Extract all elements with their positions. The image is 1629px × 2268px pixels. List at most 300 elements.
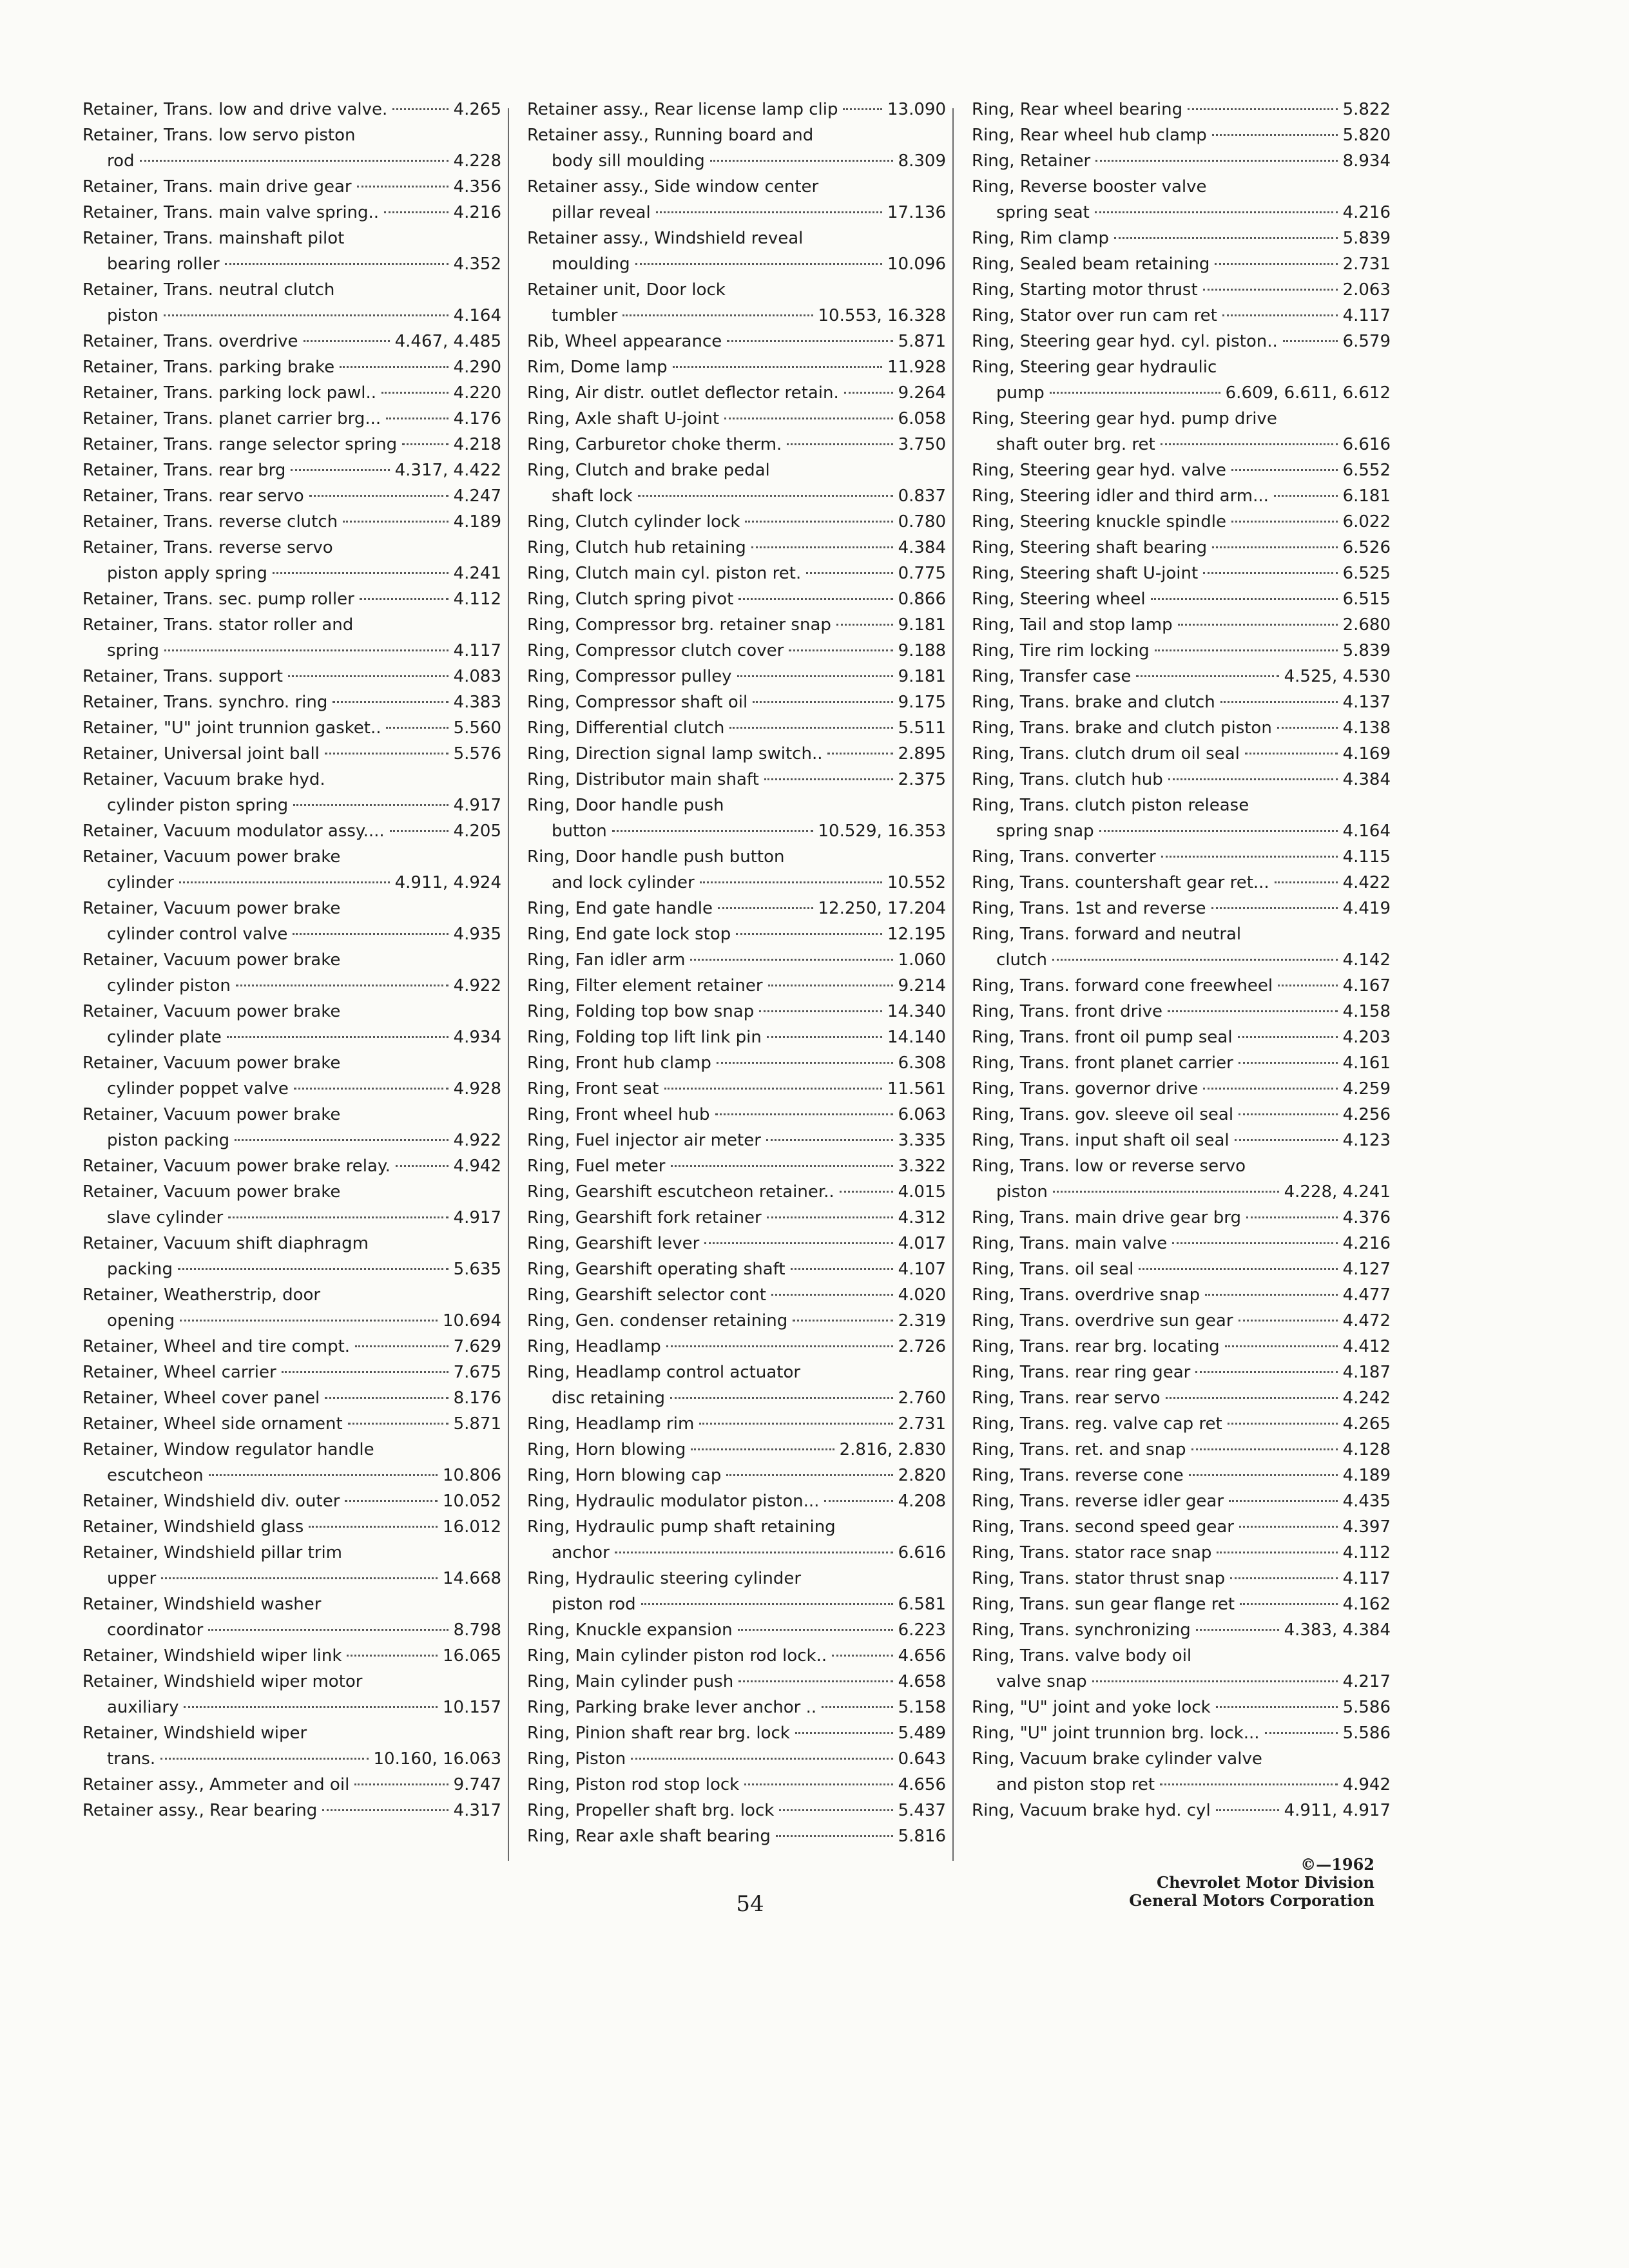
page-reference: 12.195 [887, 925, 946, 944]
entry-text: disc retaining [552, 1389, 665, 1408]
dot-leader [795, 1732, 893, 1734]
dot-leader [631, 1758, 892, 1760]
index-entry [82, 200, 501, 226]
dot-leader [160, 1758, 368, 1760]
page-reference: 6.609, 6.611, 6.612 [1225, 383, 1391, 403]
index-entry [527, 586, 946, 612]
index-entry [527, 1617, 946, 1643]
entry-heading-line [972, 277, 1391, 303]
index-entry [82, 226, 501, 277]
page-reference: 5.871 [453, 1414, 501, 1434]
index-entry [972, 689, 1391, 715]
dot-leader [1239, 1062, 1338, 1064]
entry-text: Ring, Trans. overdrive sun gear [972, 1311, 1233, 1331]
entry-heading-line [972, 1566, 1391, 1591]
index-entry [82, 586, 501, 612]
dot-leader [1114, 237, 1338, 239]
index-entry [82, 1772, 501, 1798]
index-entry [527, 689, 946, 715]
page-reference: 6.525 [1342, 564, 1391, 583]
entry-heading-line [527, 1128, 946, 1153]
entry-continuation-line [82, 251, 501, 277]
index-entry [82, 741, 501, 767]
dot-leader [673, 366, 882, 368]
index-entry [972, 793, 1391, 844]
index-entry [527, 1308, 946, 1334]
entry-text: Retainer assy., Ammeter and oil [82, 1775, 350, 1794]
page-reference: 4.911, 4.917 [1284, 1801, 1391, 1820]
entry-heading-line [972, 535, 1391, 561]
dot-leader [787, 443, 892, 445]
page-reference: 4.477 [1342, 1285, 1391, 1305]
index-entry [82, 1437, 501, 1488]
entry-heading-line [972, 1360, 1391, 1385]
index-entry [82, 1153, 501, 1179]
index-entry [527, 380, 946, 406]
index-entry [972, 406, 1391, 457]
entry-heading-line [82, 947, 501, 973]
page-reference: 16.012 [443, 1517, 501, 1537]
index-entry [527, 1823, 946, 1849]
dot-leader [764, 778, 893, 780]
entry-heading-line [527, 1308, 946, 1334]
entry-text: tumbler [552, 306, 618, 325]
page-reference: 4.265 [453, 100, 501, 119]
entry-heading-line [82, 174, 501, 200]
entry-text: and piston stop ret [996, 1775, 1155, 1794]
entry-heading-line [82, 406, 501, 432]
index-entry [82, 535, 501, 586]
entry-text: Ring, Front seat [527, 1079, 659, 1099]
page-reference: 4.922 [453, 1131, 501, 1150]
entry-text: Ring, Steering gear hyd. pump drive [972, 409, 1277, 428]
entry-heading-line [527, 1566, 946, 1591]
entry-heading-line [972, 767, 1391, 793]
page-number: 54 [736, 1891, 764, 1917]
entry-text: Retainer, Wheel and tire compt. [82, 1337, 351, 1356]
entry-text: Retainer, Universal joint ball [82, 744, 320, 764]
dot-leader [700, 881, 882, 883]
index-entry [972, 535, 1391, 561]
entry-text: Retainer, Windshield pillar trim [82, 1543, 343, 1562]
dot-leader [759, 1010, 882, 1012]
entry-text: Ring, Gearshift fork retainer [527, 1208, 762, 1227]
entry-heading-line [82, 689, 501, 715]
index-entry [972, 999, 1391, 1024]
dot-leader [776, 1835, 893, 1837]
page-reference: 10.553, 16.328 [818, 306, 946, 325]
index-entry [972, 1720, 1391, 1746]
entry-text: Ring, Starting motor thrust [972, 280, 1198, 300]
entry-text: Ring, Trans. rear brg. locating [972, 1337, 1220, 1356]
entry-text: Retainer, Windshield wiper [82, 1724, 307, 1743]
dot-leader [791, 1268, 893, 1270]
dot-leader [228, 1216, 448, 1218]
entry-text: Ring, Direction signal lamp switch.. [527, 744, 823, 764]
page-reference: 4.142 [1342, 950, 1391, 970]
dot-leader [744, 1783, 892, 1785]
page-reference: 13.090 [887, 100, 946, 119]
entry-continuation-line [82, 870, 501, 896]
entry-text: Retainer, Windshield wiper motor [82, 1672, 363, 1691]
page-reference: 6.515 [1342, 590, 1391, 609]
dot-leader [1168, 778, 1338, 780]
page-reference: 5.576 [453, 744, 501, 764]
entry-text: pump [996, 383, 1045, 403]
entry-text: Ring, Trans. oil seal [972, 1260, 1134, 1279]
entry-heading-line [527, 277, 946, 303]
page-reference: 4.017 [898, 1234, 946, 1253]
index-entry [527, 1256, 946, 1282]
dot-leader [1095, 211, 1338, 213]
dot-leader [236, 985, 448, 986]
index-entry [527, 174, 946, 226]
index-entry [82, 1179, 501, 1231]
dot-leader [844, 392, 893, 394]
entry-heading-line [527, 973, 946, 999]
dot-leader [304, 340, 390, 342]
entry-text: Ring, Trans. rear servo [972, 1389, 1161, 1408]
page-reference: 4.247 [453, 486, 501, 506]
entry-heading-line [972, 1205, 1391, 1231]
dot-leader [767, 1216, 893, 1218]
entry-continuation-line [972, 1669, 1391, 1695]
index-entry [972, 870, 1391, 896]
dot-leader [836, 624, 893, 626]
page-reference: 9.181 [898, 667, 946, 686]
entry-text: Retainer, Trans. planet carrier brg... [82, 409, 381, 428]
entry-heading-line [82, 457, 501, 483]
dot-leader [348, 1423, 448, 1425]
entry-heading-line [527, 947, 946, 973]
index-entry [82, 1385, 501, 1411]
dot-leader [1275, 881, 1338, 883]
entry-continuation-line [527, 200, 946, 226]
dot-leader [1166, 1397, 1338, 1399]
page-reference: 4.934 [453, 1028, 501, 1047]
entry-heading-line [527, 1643, 946, 1669]
page-reference: 6.022 [1342, 512, 1391, 532]
dot-leader [184, 1706, 438, 1708]
dot-leader [1161, 856, 1338, 858]
entry-heading-line [82, 586, 501, 612]
page-reference: 14.340 [887, 1002, 946, 1021]
dot-leader [638, 495, 893, 497]
dot-leader [1231, 469, 1338, 471]
entry-heading-line [82, 200, 501, 226]
entry-text: Ring, Piston rod stop lock [527, 1775, 740, 1794]
page-reference: 4.117 [453, 641, 501, 660]
entry-text: Ring, "U" joint and yoke lock [972, 1698, 1211, 1717]
dot-leader [726, 1474, 892, 1476]
dot-leader [738, 1629, 893, 1631]
page-reference: 4.384 [898, 538, 946, 557]
entry-heading-line [972, 1463, 1391, 1488]
entry-text: Ring, Trans. clutch hub [972, 770, 1163, 789]
dot-leader [824, 1500, 892, 1502]
page-reference: 8.798 [453, 1620, 501, 1640]
page-reference: 4.917 [453, 796, 501, 815]
entry-text: Retainer, Trans. rear servo [82, 486, 304, 506]
index-column-3 [972, 97, 1391, 1823]
entry-continuation-line [82, 1463, 501, 1488]
entry-text: Retainer, Wheel side ornament [82, 1414, 343, 1434]
page-reference: 8.309 [898, 151, 946, 171]
entry-text: Retainer, Trans. stator roller and [82, 615, 354, 635]
entry-heading-line [972, 870, 1391, 896]
page-reference: 11.561 [887, 1079, 946, 1099]
index-entry [527, 1205, 946, 1231]
dot-leader [1095, 160, 1337, 162]
index-entry [972, 1514, 1391, 1540]
dot-leader [1225, 1345, 1338, 1347]
entry-text: Ring, Clutch and brake pedal [527, 461, 770, 480]
page-reference: 4.117 [1342, 306, 1391, 325]
entry-continuation-line [972, 380, 1391, 406]
dot-leader [635, 263, 882, 265]
entry-heading-line [972, 1617, 1391, 1643]
dot-leader [235, 1139, 448, 1141]
dot-leader [827, 753, 892, 754]
entry-heading-line [82, 122, 501, 148]
page-reference: 4.176 [453, 409, 501, 428]
entry-text: Ring, Trans. clutch drum oil seal [972, 744, 1240, 764]
entry-continuation-line [82, 1256, 501, 1282]
entry-heading-line [527, 1050, 946, 1076]
entry-heading-line [972, 1798, 1391, 1823]
entry-text: Retainer, Windshield glass [82, 1517, 304, 1537]
entry-heading-line [527, 1695, 946, 1720]
index-entry [527, 1463, 946, 1488]
dot-leader [325, 753, 448, 754]
index-entry [972, 1050, 1391, 1076]
index-entry [972, 1256, 1391, 1282]
index-entry [527, 1798, 946, 1823]
dot-leader [767, 1036, 882, 1038]
entry-heading-line [972, 561, 1391, 586]
entry-heading-line [972, 1385, 1391, 1411]
index-entry [527, 1153, 946, 1179]
page-reference: 4.020 [898, 1285, 946, 1305]
page-reference: 3.335 [898, 1131, 946, 1150]
entry-text: Ring, Trans. stator race snap [972, 1543, 1212, 1562]
entry-heading-line [82, 818, 501, 844]
entry-heading-line [527, 1360, 946, 1385]
entry-heading-line [527, 896, 946, 921]
entry-continuation-line [527, 483, 946, 509]
index-entry [972, 1617, 1391, 1643]
entry-text: Ring, Compressor pulley [527, 667, 732, 686]
entry-text: Ring, End gate lock stop [527, 925, 731, 944]
entry-text: Ring, Gearshift escutcheon retainer.. [527, 1182, 834, 1202]
entry-text: Ring, Rear axle shaft bearing [527, 1827, 771, 1846]
dot-leader [293, 933, 448, 935]
entry-text: Ring, Propeller shaft brg. lock [527, 1801, 775, 1820]
entry-text: Retainer, Windshield wiper link [82, 1646, 342, 1666]
page-reference: 4.241 [453, 564, 501, 583]
entry-heading-line [972, 1128, 1391, 1153]
entry-text: Retainer, Window regulator handle [82, 1440, 374, 1459]
entry-text: Retainer assy., Running board and [527, 126, 814, 145]
entry-text: Ring, Steering gear hyd. valve [972, 461, 1226, 480]
dot-leader [843, 108, 882, 110]
index-entry [972, 1076, 1391, 1102]
entry-text: Ring, Retainer [972, 151, 1091, 171]
page-reference: 4.290 [453, 358, 501, 377]
page-reference: 8.176 [453, 1389, 501, 1408]
index-entry [82, 1102, 501, 1153]
index-entry [972, 457, 1391, 483]
index-entry [527, 1411, 946, 1437]
dot-leader [724, 418, 893, 419]
dot-leader [1222, 314, 1338, 316]
entry-text: Ring, Reverse booster valve [972, 177, 1207, 197]
index-entry [527, 561, 946, 586]
index-entry [527, 1334, 946, 1360]
page-reference: 4.228 [453, 151, 501, 171]
page-reference: 7.629 [453, 1337, 501, 1356]
index-entry [527, 1179, 946, 1205]
page-reference: 6.223 [898, 1620, 946, 1640]
dot-leader [1277, 727, 1338, 729]
entry-text: Ring, Hydraulic pump shaft retaining [527, 1517, 836, 1537]
page-reference: 3.750 [898, 435, 946, 454]
dot-leader [1216, 1809, 1279, 1811]
entry-text: rod [107, 151, 135, 171]
index-entry [527, 715, 946, 741]
dot-leader [381, 392, 448, 394]
dot-leader [164, 314, 448, 316]
index-entry [82, 1231, 501, 1282]
entry-text: Ring, Trans. forward cone freewheel [972, 976, 1273, 995]
dot-leader [333, 701, 448, 703]
entry-text: valve snap [996, 1672, 1087, 1691]
index-entry [972, 586, 1391, 612]
index-entry [972, 1385, 1391, 1411]
entry-text: Retainer, Trans. rear brg [82, 461, 286, 480]
entry-heading-line [972, 741, 1391, 767]
dot-leader [840, 1191, 893, 1193]
entry-text: Retainer assy., Rear license lamp clip [527, 100, 838, 119]
dot-leader [1265, 1732, 1338, 1734]
page-reference: 4.138 [1342, 718, 1391, 738]
index-entry [527, 1282, 946, 1308]
page-reference: 0.643 [898, 1749, 946, 1769]
entry-text: Ring, Trans. 1st and reverse [972, 899, 1206, 918]
entry-heading-line [972, 1153, 1391, 1179]
index-entry [972, 896, 1391, 921]
entry-continuation-line [82, 148, 501, 174]
page-reference: 4.083 [453, 667, 501, 686]
page-reference: 6.181 [1342, 486, 1391, 506]
entry-text: Ring, Air distr. outlet deflector retain. [527, 383, 839, 403]
index-entry [82, 1591, 501, 1643]
index-entry [527, 329, 946, 354]
dot-leader [273, 572, 448, 574]
page-reference: 9.214 [898, 976, 946, 995]
index-entry [527, 664, 946, 689]
entry-text: escutcheon [107, 1466, 204, 1485]
dot-leader [291, 469, 389, 471]
index-column-1 [82, 97, 501, 1823]
page-reference: 5.871 [898, 332, 946, 351]
entry-heading-line [82, 664, 501, 689]
index-entry [527, 1437, 946, 1463]
entry-text: Ring, Folding top lift link pin [527, 1028, 762, 1047]
entry-text: Retainer assy., Side window center [527, 177, 819, 197]
index-entry [82, 715, 501, 741]
page-reference: 10.529, 16.353 [818, 822, 946, 841]
page-reference: 4.107 [898, 1260, 946, 1279]
dot-leader [1160, 1783, 1338, 1785]
index-entry [527, 999, 946, 1024]
entry-heading-line [527, 406, 946, 432]
index-entry [972, 1102, 1391, 1128]
index-entry [972, 1360, 1391, 1385]
entry-text: Ring, Compressor brg. retainer snap [527, 615, 831, 635]
entry-heading-line [972, 1076, 1391, 1102]
entry-text: Ring, Distributor main shaft [527, 770, 759, 789]
page-reference: 4.216 [1342, 203, 1391, 222]
entry-heading-line [972, 1024, 1391, 1050]
index-entry [972, 1282, 1391, 1308]
entry-text: opening [107, 1311, 175, 1331]
entry-heading-line [527, 457, 946, 483]
entry-text: Ring, Fuel meter [527, 1157, 666, 1176]
entry-continuation-line [82, 1128, 501, 1153]
dot-leader [161, 1577, 438, 1579]
entry-heading-line [972, 1720, 1391, 1746]
entry-heading-line [82, 1488, 501, 1514]
entry-heading-line [972, 844, 1391, 870]
index-entry [82, 1798, 501, 1823]
index-entry [972, 122, 1391, 148]
entry-heading-line [527, 1617, 946, 1643]
page-reference: 5.489 [898, 1724, 946, 1743]
dot-leader [1203, 1088, 1337, 1090]
entry-text: Ring, Hydraulic steering cylinder [527, 1569, 802, 1588]
dot-leader [717, 1062, 893, 1064]
dot-leader [1099, 830, 1338, 832]
dot-leader [789, 649, 892, 651]
page-reference: 4.917 [453, 1208, 501, 1227]
entry-text: cylinder control valve [107, 925, 288, 944]
entry-text: Ring, Gearshift lever [527, 1234, 700, 1253]
dot-leader [1283, 340, 1338, 342]
index-entry [82, 947, 501, 999]
index-entry [527, 1720, 946, 1746]
entry-text: Ring, Rear wheel hub clamp [972, 126, 1207, 145]
dot-leader [347, 1655, 438, 1657]
page-reference: 4.216 [453, 203, 501, 222]
entry-heading-line [527, 1746, 946, 1772]
dot-leader [771, 1294, 893, 1296]
index-entry [527, 1076, 946, 1102]
entry-heading-line [527, 1720, 946, 1746]
dot-leader [1239, 1320, 1338, 1321]
entry-heading-line [82, 1179, 501, 1205]
entry-text: Ring, Differential clutch [527, 718, 725, 738]
entry-text: Ring, Main cylinder push [527, 1672, 734, 1691]
dot-leader [1136, 675, 1278, 677]
entry-heading-line [82, 1772, 501, 1798]
entry-text: Ring, Headlamp rim [527, 1414, 695, 1434]
index-entry [972, 1463, 1391, 1488]
index-entry [82, 818, 501, 844]
index-column-2 [527, 97, 946, 1849]
page-reference: 7.675 [453, 1363, 501, 1382]
index-entry [527, 1772, 946, 1798]
